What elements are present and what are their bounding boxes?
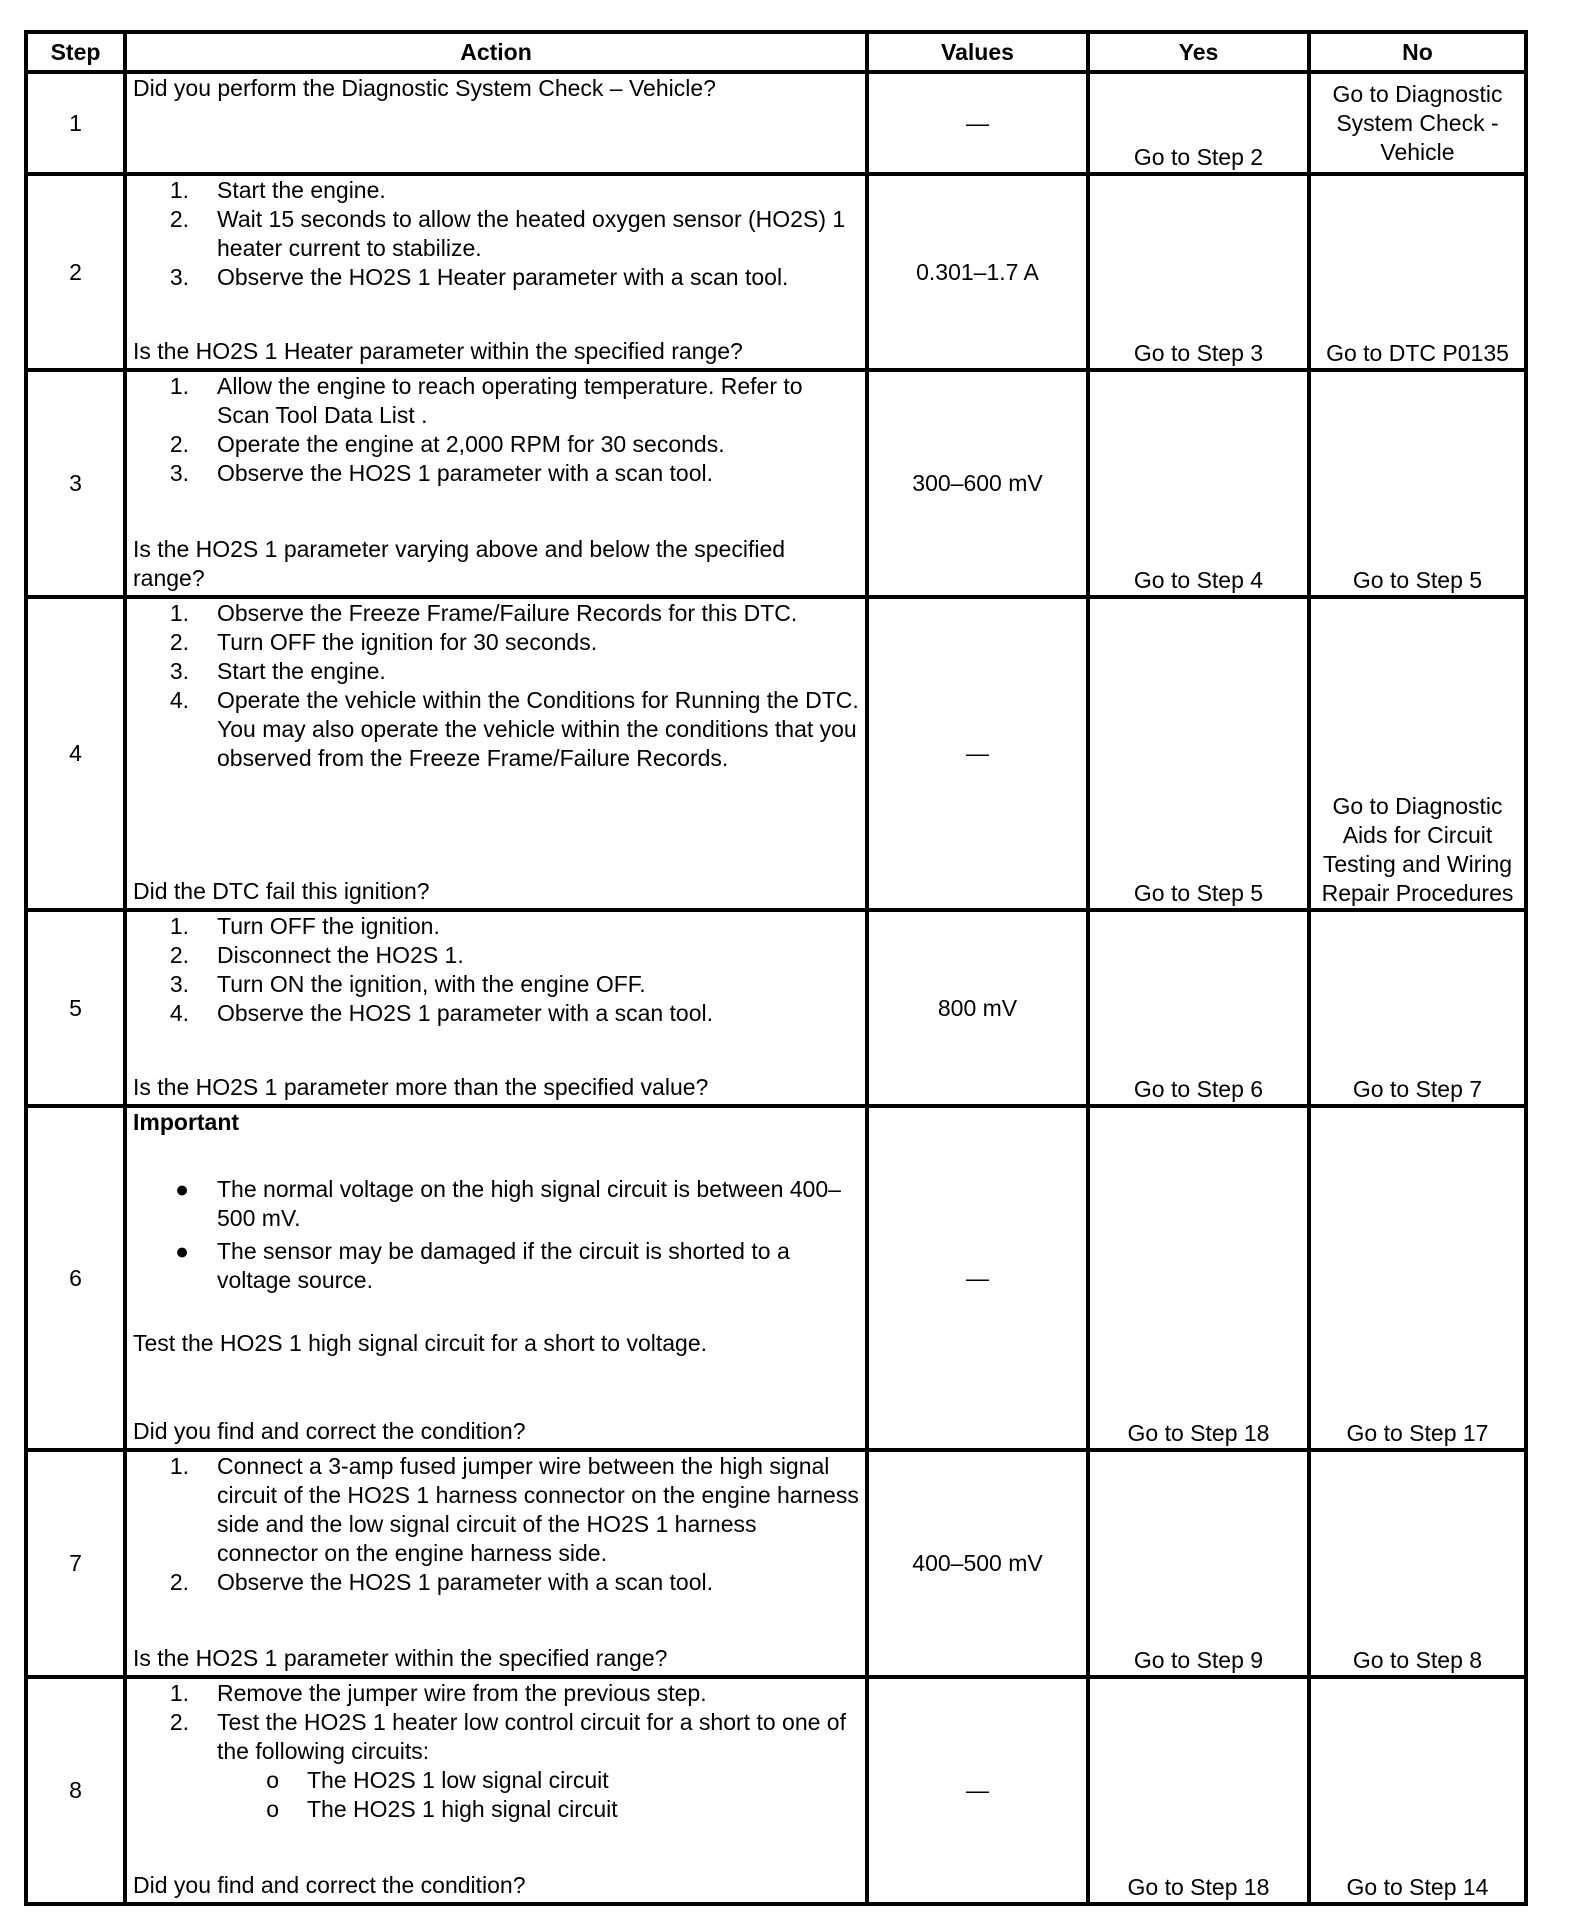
no-cell: Go to Step 5 — [1309, 370, 1526, 597]
step-number: 7 — [26, 1450, 125, 1677]
list-item: ● The normal voltage on the high signal circuit is between 400–500 mV. — [133, 1175, 859, 1233]
important-heading: Important — [133, 1109, 240, 1135]
table-row — [26, 174, 1526, 370]
bullet-icon: ● — [175, 1176, 189, 1202]
question-text: Is the HO2S 1 parameter within the specified range? — [133, 1645, 668, 1671]
list-item: 3. Observe the HO2S 1 Heater parameter with a scan tool. — [169, 264, 789, 290]
list-item: 2. Observe the HO2S 1 parameter with a scan tool. — [169, 1569, 714, 1595]
table-row — [26, 1677, 1526, 1904]
yes-cell: Go to Step 4 — [1088, 370, 1309, 597]
table-row — [26, 910, 1526, 1106]
yes-cell: Go to Step 2 — [1088, 72, 1309, 174]
header-yes: Yes — [1088, 32, 1309, 72]
action-cell — [125, 597, 867, 910]
list-item: 1. Remove the jumper wire from the previous step. — [169, 1680, 707, 1706]
no-cell: Go to Step 7 — [1309, 910, 1526, 1106]
values-cell: — — [867, 1677, 1088, 1904]
numbered-list — [133, 372, 859, 488]
yes-cell: Go to Step 9 — [1088, 1450, 1309, 1677]
header-no: No — [1309, 32, 1526, 72]
no-cell: Go to Diagnostic Aids for Circuit Testing and Wiring Repair Procedures — [1309, 597, 1526, 910]
yes-cell: Go to Step 6 — [1088, 910, 1309, 1106]
diagnostic-table — [24, 30, 1528, 1906]
no-cell: Go to Step 14 — [1309, 1677, 1526, 1904]
no-cell: Go to Step 8 — [1309, 1450, 1526, 1677]
numbered-list — [133, 176, 859, 292]
header-step: Step — [26, 32, 125, 72]
list-item: o The HO2S 1 high signal circuit — [266, 1796, 618, 1822]
action-cell — [125, 1677, 867, 1904]
list-item: ● The sensor may be damaged if the circuit is shorted to a voltage source. — [133, 1237, 859, 1295]
yes-cell: Go to Step 3 — [1088, 174, 1309, 370]
list-item: 1. Start the engine. — [169, 177, 386, 203]
question-text: Did you perform the Diagnostic System Check – Vehicle? — [133, 75, 716, 101]
header-action: Action — [125, 32, 867, 72]
list-item: 2. Operate the engine at 2,000 RPM for 30 seconds. — [169, 431, 725, 457]
step-number: 2 — [26, 174, 125, 370]
action-cell — [125, 1450, 867, 1677]
values-cell: 0.301–1.7 A — [867, 174, 1088, 370]
instruction-text: Test the HO2S 1 high signal circuit for a short to voltage. — [133, 1330, 708, 1356]
step-number: 8 — [26, 1677, 125, 1904]
list-item: 2. Wait 15 seconds to allow the heated oxygen sensor (HO2S) 1 heater current to stabilize. — [169, 206, 846, 261]
action-cell — [125, 1106, 867, 1450]
header-row — [26, 32, 1526, 72]
values-cell: 800 mV — [867, 910, 1088, 1106]
question-text: Did you find and correct the condition? — [133, 1872, 526, 1898]
list-item: 3. Start the engine. — [169, 658, 386, 684]
list-item: 1. Allow the engine to reach operating temperature. Refer to Scan Tool Data List . — [169, 373, 803, 428]
step-number: 1 — [26, 72, 125, 174]
action-cell — [125, 174, 867, 370]
numbered-list — [133, 1679, 859, 1766]
values-cell: 300–600 mV — [867, 370, 1088, 597]
no-cell: Go to DTC P0135 — [1309, 174, 1526, 370]
sub-list — [133, 1766, 859, 1824]
list-item: o The HO2S 1 low signal circuit — [266, 1767, 609, 1793]
list-item: 1. Observe the Freeze Frame/Failure Records for this DTC. — [169, 600, 798, 626]
values-cell: — — [867, 1106, 1088, 1450]
list-item: 4. Operate the vehicle within the Conditions for Running the DTC. You may also operate the vehicle within the conditions that you observed from the Freeze Frame/Failure Records. — [169, 687, 859, 771]
no-cell: Go to Step 17 — [1309, 1106, 1526, 1450]
list-item: 3. Observe the HO2S 1 parameter with a scan tool. — [169, 460, 714, 486]
list-item: 1. Connect a 3-amp fused jumper wire between the high signal circuit of the HO2S 1 harness connector on the engine harness side and the low signal circuit of the HO2S 1 harness connector on the engine harness side. — [169, 1453, 859, 1566]
values-cell: 400–500 mV — [867, 1450, 1088, 1677]
yes-cell: Go to Step 18 — [1088, 1677, 1309, 1904]
table-row — [26, 1450, 1526, 1677]
action-cell — [125, 72, 867, 174]
list-item: 2. Turn OFF the ignition for 30 seconds. — [169, 629, 598, 655]
bullet-list — [133, 1175, 859, 1295]
question-text: Did the DTC fail this ignition? — [133, 878, 430, 904]
action-cell — [125, 910, 867, 1106]
list-item: 1. Turn OFF the ignition. — [169, 913, 440, 939]
no-cell: Go to Diagnostic System Check - Vehicle — [1309, 72, 1526, 174]
bullet-icon: ● — [175, 1238, 189, 1264]
step-number: 3 — [26, 370, 125, 597]
table-row — [26, 370, 1526, 597]
list-item: 3. Turn ON the ignition, with the engine OFF. — [169, 971, 646, 997]
step-number: 5 — [26, 910, 125, 1106]
step-number: 4 — [26, 597, 125, 910]
numbered-list — [133, 1452, 859, 1597]
question-text: Is the HO2S 1 parameter varying above and below the specified range? — [133, 536, 786, 591]
question-text: Is the HO2S 1 Heater parameter within the specified range? — [133, 338, 743, 364]
question-text: Is the HO2S 1 parameter more than the specified value? — [133, 1074, 709, 1100]
list-item: 4. Observe the HO2S 1 parameter with a scan tool. — [169, 1000, 714, 1026]
table-row — [26, 597, 1526, 910]
yes-cell: Go to Step 18 — [1088, 1106, 1309, 1450]
numbered-list — [133, 912, 859, 1028]
question-text: Did you find and correct the condition? — [133, 1418, 526, 1444]
header-values: Values — [867, 32, 1088, 72]
table-row — [26, 72, 1526, 174]
yes-cell: Go to Step 5 — [1088, 597, 1309, 910]
values-cell: — — [867, 597, 1088, 910]
list-item: 2. Disconnect the HO2S 1. — [169, 942, 464, 968]
step-number: 6 — [26, 1106, 125, 1450]
list-item: 2. Test the HO2S 1 heater low control circuit for a short to one of the following circuits: — [169, 1709, 846, 1764]
values-cell: — — [867, 72, 1088, 174]
numbered-list — [133, 599, 859, 773]
action-cell — [125, 370, 867, 597]
table-row — [26, 1106, 1526, 1450]
